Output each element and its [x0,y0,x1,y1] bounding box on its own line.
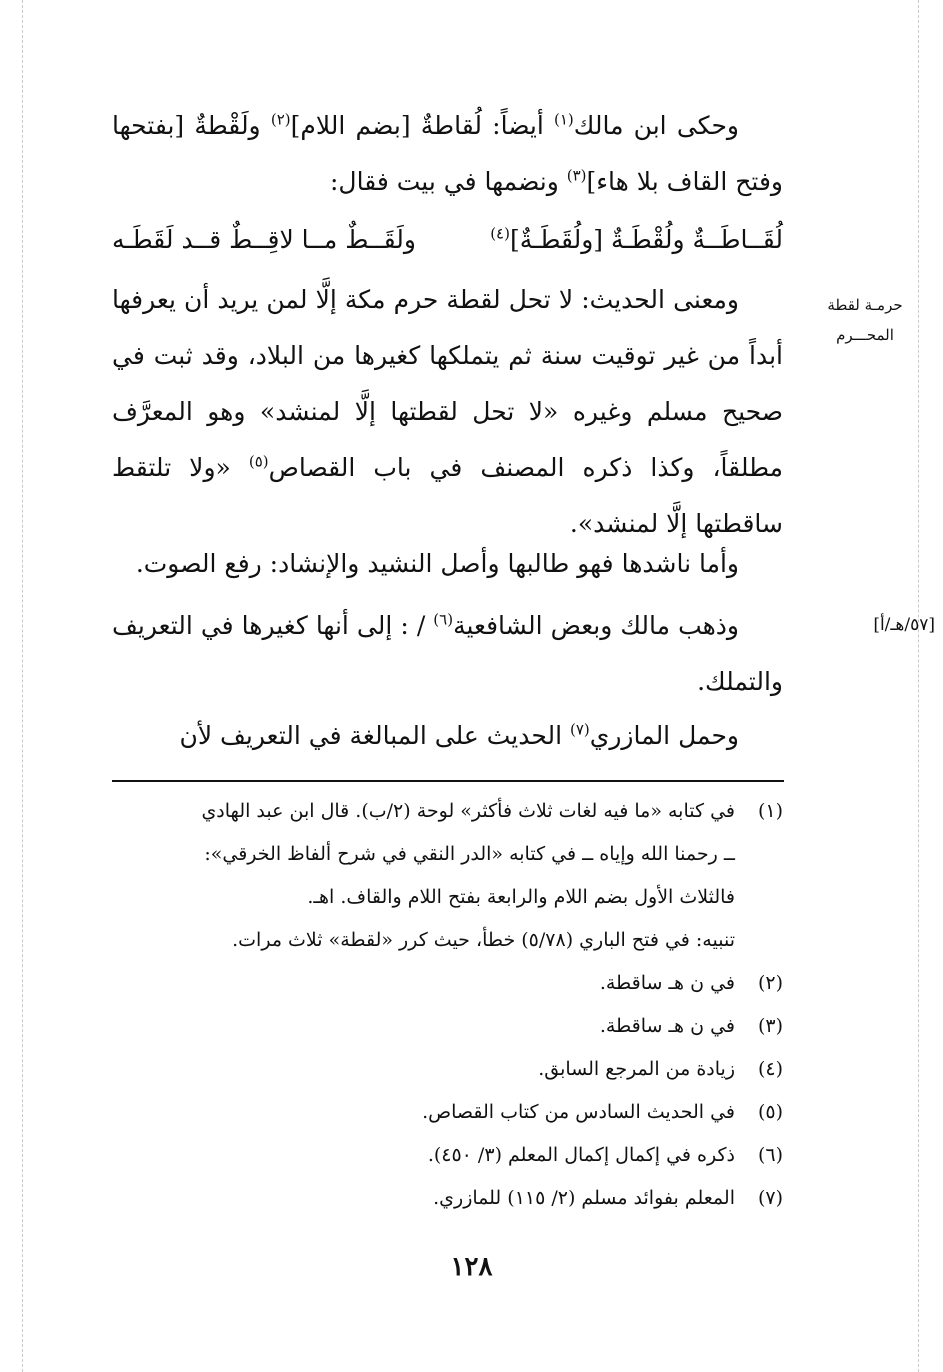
footnote-3 [112,1005,783,1048]
paragraph-text: أيضاً: لُقاطةٌ [بضم اللام] [290,111,554,140]
footnote-5 [112,1091,783,1134]
footnote-ref-4[interactable]: (٤) [490,224,510,243]
footnote-number: (٢) [757,972,783,994]
footnote-text: ذكره في إكمال إكمال المعلم (٣/ ٤٥٠). [427,1144,735,1166]
footnote-2 [112,962,783,1005]
manuscript-folio-ref: [٥٧/هـ/أ] [873,615,935,635]
margin-topic-note [795,290,935,350]
footnote-1 [112,790,783,833]
paragraph-text: وحمل المازري [589,721,739,750]
footnote-1-note: تنبيه: في فتح الباري (٥/٧٨) خطأ، حيث كرر «لقطة» ثلاث مرات. [232,929,735,951]
footnote-1-line-2: ــ رحمنا الله وإياه ــ في كتابه «الدر النقي في شرح ألفاظ الخرقي»: [204,843,735,865]
paragraph-text: ونضمها في بيت فقال: [330,167,567,196]
page-edge-left [22,0,23,1372]
footnote-7 [112,1177,783,1220]
footnote-4 [112,1048,783,1091]
paragraph-text: «ولا تلتقط ساقطتها إلَّا لمنشد». [112,453,783,538]
footnote-ref-3[interactable]: (٣) [566,166,587,185]
footnote-number: (٧) [757,1187,783,1209]
paragraph-text: وذهب مالك وبعض الشافعية [453,611,740,640]
margin-topic-line-2: المحـــرم [836,326,894,344]
footnote-ref-2[interactable]: (٢) [270,110,291,129]
footnote-number: (١) [757,800,783,822]
footnote-ref-7[interactable]: (٧) [570,720,590,739]
verse-first-hemistich [490,212,783,268]
paragraph-3: وأما ناشدها فهو طالبها وأصل النشيد والإنشاد: رفع الصوت. [135,549,739,578]
footnote-number: (٥) [757,1101,783,1123]
paragraph-2 [112,272,783,552]
footnote-6 [112,1134,783,1177]
paragraph-4 [112,598,783,710]
verse-second-hemistich: ولَقَــطٌ مــا لاقِــطٌ قــد لَقَطَـه [112,225,416,254]
paragraph-text: الحديث على المبالغة في التعريف لأن [179,721,570,750]
footnote-text: في كتابه «ما فيه لغات ثلاث فأكثر» لوحة (٢/ب). قال ابن عبد الهادي [201,800,735,822]
footnote-separator [112,780,784,782]
page-edge-right [918,0,919,1372]
verse-text: لُقَــاطَــةٌ ولُقْطَـةٌ [ولُقَطَـةٌ] [509,225,783,254]
paragraph-5 [112,708,783,764]
footnote-number: (٣) [757,1015,783,1037]
page-number: ١٢٨ [450,1252,493,1282]
paragraph-1 [112,98,783,210]
verse [112,212,783,268]
footnote-number: (٦) [757,1144,783,1166]
footnote-text: زيادة من المرجع السابق. [538,1058,735,1080]
margin-topic-line-1: حرمـة لقطة [827,296,903,314]
footnotes [112,790,783,1220]
paragraph-text: وحكى ابن مالك [573,111,739,140]
footnote-text: في الحديث السادس من كتاب القصاص. [422,1101,735,1123]
footnote-ref-5[interactable]: (٥) [248,452,269,471]
footnote-number: (٤) [757,1058,783,1080]
paragraph-text: ولَقْطةٌ [بفتحها وفتح القاف بلا هاء] [112,111,783,196]
paragraph-text: ومعنى الحديث: لا تحل لقطة حرم مكة إلَّا لمن يريد أن يعرفها أبداً من غير توقيت سنة ثم يتملكها كغيرها من البلاد، وقد ثبت في صحيح مسلم وغيره «لا تحل لقطتها إلَّا لمنشد» وهو المعرَّف مطلقاً، وكذا ذكره المصنف في باب القصاص [112,285,783,482]
footnote-1-line-3: فالثلاث الأول بضم اللام والرابعة بفتح اللام والقاف. اهـ. [307,886,735,908]
paragraph-text: / : إلى أنها كغيرها في التعريف والتملك. [112,611,783,696]
footnote-text: المعلم بفوائد مسلم (٢/ ١١٥) للمازري. [433,1187,735,1209]
footnote-text: في ن هـ ساقطة. [599,1015,735,1037]
footnote-ref-6[interactable]: (٦) [433,610,454,629]
footnote-ref-1[interactable]: (١) [554,110,574,129]
footnote-text: في ن هـ ساقطة. [599,972,735,994]
